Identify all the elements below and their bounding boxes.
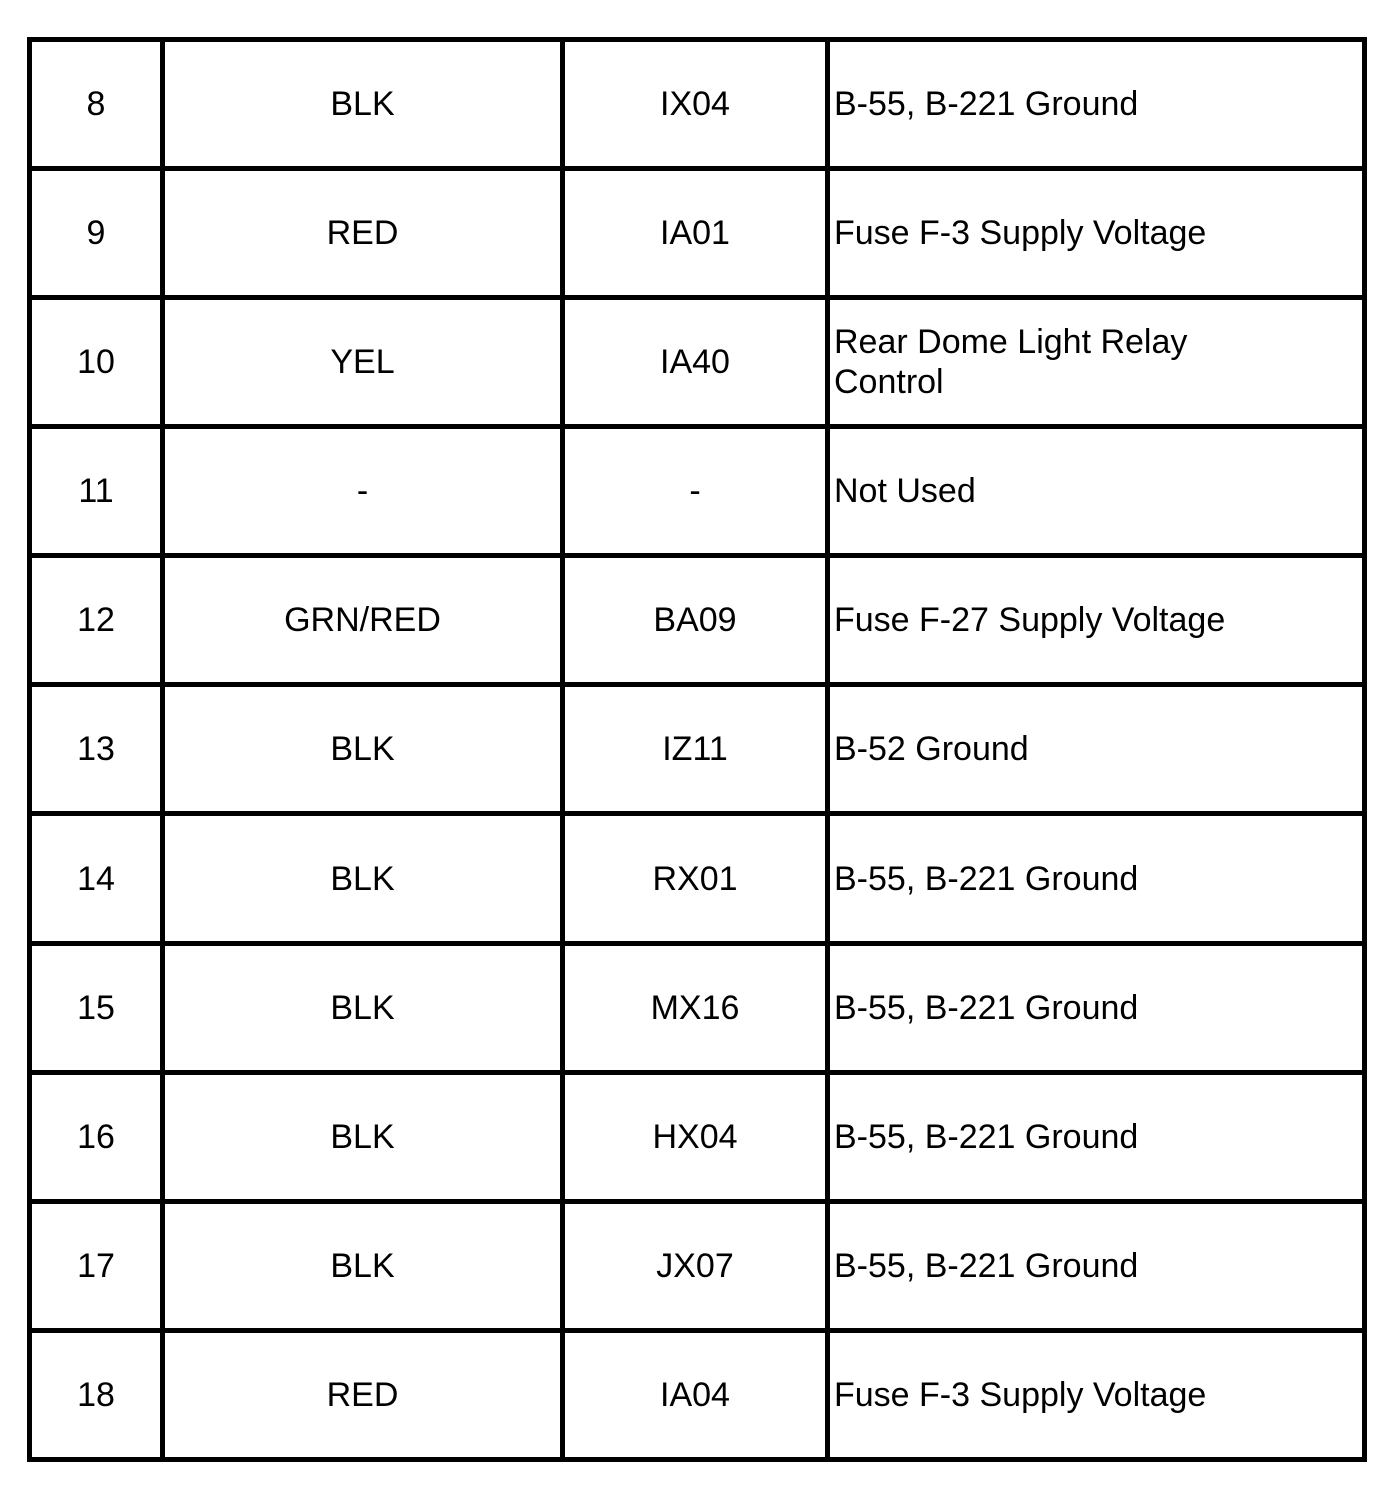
- wire-color-cell: BLK: [163, 943, 563, 1072]
- table-row: [30, 427, 1365, 556]
- function-cell: Rear Dome Light Relay Control: [828, 298, 1365, 427]
- table-row: [30, 298, 1365, 427]
- circuit-cell: IA01: [563, 169, 828, 298]
- table-row: [30, 814, 1365, 943]
- function-cell: B-55, B-221 Ground: [828, 40, 1365, 169]
- function-cell: B-55, B-221 Ground: [828, 814, 1365, 943]
- circuit-cell: IX04: [563, 40, 828, 169]
- circuit-cell: -: [563, 427, 828, 556]
- table-row: [30, 40, 1365, 169]
- function-cell: B-55, B-221 Ground: [828, 1201, 1365, 1330]
- table-row: [30, 943, 1365, 1072]
- wire-color-cell: BLK: [163, 1072, 563, 1201]
- table-row: [30, 169, 1365, 298]
- circuit-cell: IZ11: [563, 685, 828, 814]
- circuit-cell: JX07: [563, 1201, 828, 1330]
- table-row: [30, 1201, 1365, 1330]
- wire-color-cell: BLK: [163, 40, 563, 169]
- wire-color-cell: GRN/RED: [163, 556, 563, 685]
- wire-color-cell: BLK: [163, 814, 563, 943]
- circuit-cell: IA04: [563, 1330, 828, 1459]
- circuit-cell: HX04: [563, 1072, 828, 1201]
- circuit-cell: BA09: [563, 556, 828, 685]
- pin-number-cell: 18: [30, 1330, 163, 1459]
- pin-number-cell: 13: [30, 685, 163, 814]
- table-row: [30, 1072, 1365, 1201]
- function-cell: B-55, B-221 Ground: [828, 1072, 1365, 1201]
- table-row: [30, 1330, 1365, 1459]
- connector-pinout-table: [27, 37, 1367, 1462]
- pin-number-cell: 14: [30, 814, 163, 943]
- function-cell: Fuse F-3 Supply Voltage: [828, 169, 1365, 298]
- table-row: [30, 556, 1365, 685]
- pin-number-cell: 12: [30, 556, 163, 685]
- pin-number-cell: 16: [30, 1072, 163, 1201]
- wire-color-cell: -: [163, 427, 563, 556]
- wire-color-cell: BLK: [163, 685, 563, 814]
- wire-color-cell: YEL: [163, 298, 563, 427]
- circuit-cell: RX01: [563, 814, 828, 943]
- wire-color-cell: BLK: [163, 1201, 563, 1330]
- wire-color-cell: RED: [163, 1330, 563, 1459]
- pin-number-cell: 17: [30, 1201, 163, 1330]
- circuit-cell: MX16: [563, 943, 828, 1072]
- pin-number-cell: 10: [30, 298, 163, 427]
- pin-number-cell: 15: [30, 943, 163, 1072]
- pin-number-cell: 8: [30, 40, 163, 169]
- pin-number-cell: 11: [30, 427, 163, 556]
- function-cell: Not Used: [828, 427, 1365, 556]
- circuit-cell: IA40: [563, 298, 828, 427]
- function-cell: Fuse F-3 Supply Voltage: [828, 1330, 1365, 1459]
- function-cell: B-52 Ground: [828, 685, 1365, 814]
- pin-number-cell: 9: [30, 169, 163, 298]
- table-row: [30, 685, 1365, 814]
- function-cell: Fuse F-27 Supply Voltage: [828, 556, 1365, 685]
- function-cell: B-55, B-221 Ground: [828, 943, 1365, 1072]
- wire-color-cell: RED: [163, 169, 563, 298]
